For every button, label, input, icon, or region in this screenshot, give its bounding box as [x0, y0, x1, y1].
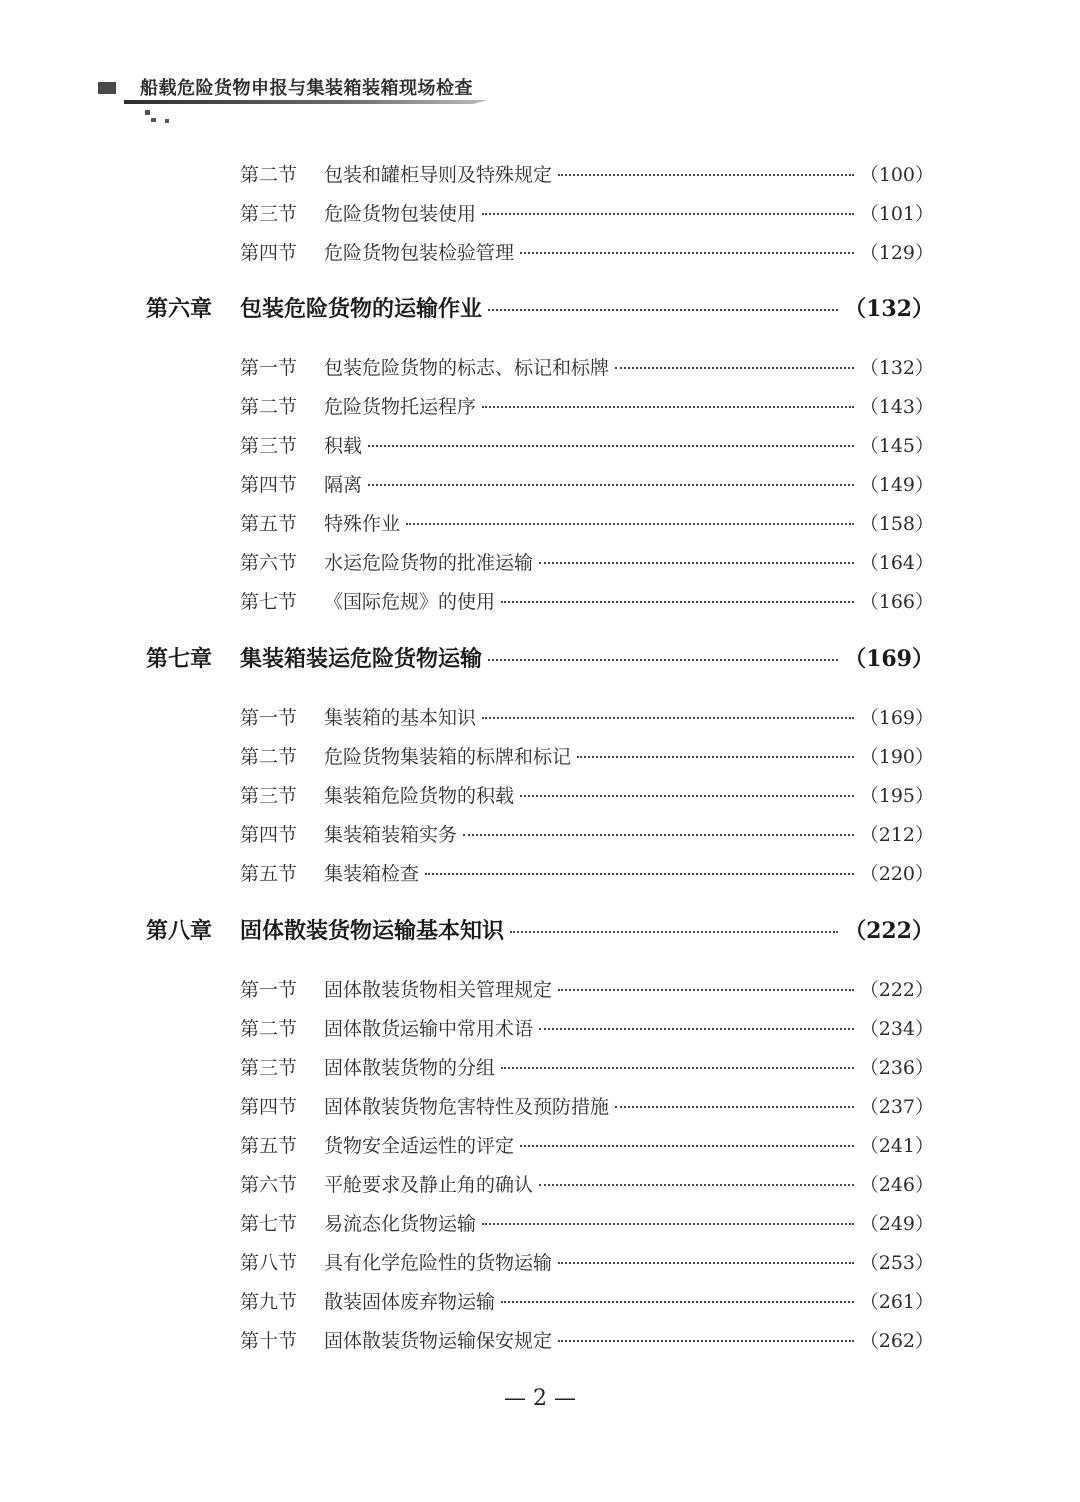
- dot-leader: [425, 872, 854, 875]
- toc-entry-label: 第五节: [240, 1135, 298, 1157]
- dot-leader: [520, 1144, 854, 1147]
- toc-entry-page-number: （253）: [859, 1252, 934, 1274]
- toc-entry-label: 第六节: [240, 552, 298, 574]
- toc-entry-page-number: （249）: [859, 1213, 934, 1235]
- toc-section-entry[interactable]: [240, 1326, 934, 1353]
- toc-section-entry[interactable]: [240, 199, 934, 226]
- toc-section-entry[interactable]: [240, 509, 934, 536]
- toc-entry-title: 固体散装货物运输基本知识: [240, 919, 505, 944]
- toc-entry-title: 隔离: [324, 474, 363, 496]
- toc-entry-title: 积载: [324, 435, 363, 457]
- toc-entry-title: 危险货物包装检验管理: [324, 242, 515, 264]
- toc-entry-title: 危险货物包装使用: [324, 203, 477, 225]
- toc-section-entry[interactable]: [240, 1014, 934, 1041]
- toc-entry-page-number: （222）: [844, 918, 934, 944]
- toc-entry-title: 集装箱装运危险货物运输: [240, 647, 483, 672]
- toc-entry-label: 第八章: [146, 919, 213, 944]
- toc-entry-label: 第五节: [240, 513, 298, 535]
- toc-entry-page-number: （220）: [859, 863, 934, 885]
- dot-leader: [501, 1066, 854, 1069]
- dot-leader: [501, 1300, 854, 1303]
- toc-entry-page-number: （158）: [859, 513, 934, 535]
- toc-entry-page-number: （149）: [859, 474, 934, 496]
- toc-entry-title: 包装和罐柜导则及特殊规定: [324, 164, 553, 186]
- running-title: 船载危险货物申报与集装箱装箱现场检查: [140, 78, 473, 99]
- toc-entry-label: 第一节: [240, 979, 298, 1001]
- toc-entry-label: 第三节: [240, 1057, 298, 1079]
- toc-entry-title: 包装危险货物的标志、标记和标牌: [324, 357, 610, 379]
- toc-entry-page-number: （143）: [859, 396, 934, 418]
- toc-section-entry[interactable]: [240, 392, 934, 419]
- toc-entry-label: 第三节: [240, 435, 298, 457]
- toc-section-entry[interactable]: [240, 1248, 934, 1275]
- header-square-mark: [98, 82, 116, 94]
- dot-leader: [482, 1222, 854, 1225]
- toc-entry-page-number: （101）: [859, 203, 934, 225]
- toc-section-entry[interactable]: [240, 1053, 934, 1080]
- toc-entry-title: 具有化学危险性的货物运输: [324, 1252, 553, 1274]
- dot-leader: [482, 212, 854, 215]
- toc-entry-page-number: （129）: [859, 242, 934, 264]
- toc-section-entry[interactable]: [240, 353, 934, 380]
- dot-leader: [368, 444, 854, 447]
- toc-entry-label: 第七节: [240, 591, 298, 613]
- dot-leader: [510, 930, 838, 933]
- toc-section-entry[interactable]: [240, 548, 934, 575]
- toc-section-entry[interactable]: [240, 470, 934, 497]
- header-rule: [124, 100, 488, 104]
- toc-entry-label: 第一节: [240, 707, 298, 729]
- dot-leader: [520, 794, 854, 797]
- toc-entry-label: 第二节: [240, 396, 298, 418]
- toc-entry-label: 第二节: [240, 746, 298, 768]
- dot-leader: [558, 1339, 854, 1342]
- toc-entry-title: 固体散装货物相关管理规定: [324, 979, 553, 1001]
- dot-leader: [558, 988, 854, 991]
- toc-entry-title: 包装危险货物的运输作业: [240, 297, 483, 322]
- toc-section-entry[interactable]: [240, 587, 934, 614]
- dot-leader: [539, 1183, 854, 1186]
- toc-section-entry[interactable]: [240, 238, 934, 265]
- toc-entry-title: 集装箱装箱实务: [324, 824, 458, 846]
- toc-entry-label: 第七章: [146, 647, 213, 672]
- toc-chapter-entry[interactable]: [146, 914, 934, 945]
- dot-leader: [539, 561, 854, 564]
- toc-entry-page-number: （166）: [859, 591, 934, 613]
- dot-leader: [577, 755, 854, 758]
- toc-entry-page-number: （195）: [859, 785, 934, 807]
- toc-section-entry[interactable]: [240, 1131, 934, 1158]
- toc-entry-title: 平舱要求及静止角的确认: [324, 1174, 534, 1196]
- toc-entry-page-number: （169）: [844, 646, 934, 672]
- toc-section-entry[interactable]: [240, 703, 934, 730]
- toc-entry-label: 第一节: [240, 357, 298, 379]
- toc-entry-title: 散装固体废弃物运输: [324, 1291, 496, 1313]
- toc-entry-page-number: （164）: [859, 552, 934, 574]
- dot-leader: [501, 600, 854, 603]
- dot-leader: [615, 366, 854, 369]
- dot-leader: [482, 716, 854, 719]
- toc-section-entry[interactable]: [240, 820, 934, 847]
- toc-entry-title: 固体散装货物的分组: [324, 1057, 496, 1079]
- toc-entry-title: 固体散装货物运输保安规定: [324, 1330, 553, 1352]
- toc-entry-title: 《国际危规》的使用: [324, 591, 496, 613]
- toc-entry-label: 第六节: [240, 1174, 298, 1196]
- toc-entry-page-number: （234）: [859, 1018, 934, 1040]
- toc-entry-label: 第八节: [240, 1252, 298, 1274]
- toc-entry-page-number: （145）: [859, 435, 934, 457]
- toc-entry-label: 第二节: [240, 1018, 298, 1040]
- toc-section-entry[interactable]: [240, 160, 934, 187]
- toc-entry-page-number: （212）: [859, 824, 934, 846]
- toc-entry-label: 第四节: [240, 242, 298, 264]
- toc-section-entry[interactable]: [240, 1287, 934, 1314]
- toc-entry-label: 第四节: [240, 474, 298, 496]
- toc-entry-label: 第十节: [240, 1330, 298, 1352]
- toc-entry-label: 第五节: [240, 863, 298, 885]
- toc-entry-title: 集装箱检查: [324, 863, 420, 885]
- toc-entry-title: 危险货物托运程序: [324, 396, 477, 418]
- toc-section-entry[interactable]: [240, 859, 934, 886]
- toc-entry-page-number: （246）: [859, 1174, 934, 1196]
- dot-leader: [482, 405, 854, 408]
- toc-entry-label: 第四节: [240, 824, 298, 846]
- toc-entry-page-number: （190）: [859, 746, 934, 768]
- toc-section-entry[interactable]: [240, 781, 934, 808]
- toc-entry-page-number: （236）: [859, 1057, 934, 1079]
- page-number: — 2 —: [504, 1386, 576, 1411]
- toc-entry-label: 第三节: [240, 785, 298, 807]
- dot-leader: [539, 1027, 854, 1030]
- toc-entry-label: 第四节: [240, 1096, 298, 1118]
- toc-entry-page-number: （169）: [859, 707, 934, 729]
- toc-entry-title: 货物安全适运性的评定: [324, 1135, 515, 1157]
- toc-entry-page-number: （261）: [859, 1291, 934, 1313]
- toc-chapter-entry[interactable]: [146, 642, 934, 673]
- toc-entry-title: 危险货物集装箱的标牌和标记: [324, 746, 572, 768]
- toc-section-entry[interactable]: [240, 431, 934, 458]
- toc-entry-label: 第九节: [240, 1291, 298, 1313]
- dot-leader: [488, 308, 838, 311]
- dot-leader: [558, 1261, 854, 1264]
- toc-section-entry[interactable]: [240, 1209, 934, 1236]
- toc-chapter-entry[interactable]: [146, 292, 934, 323]
- toc-entry-page-number: （241）: [859, 1135, 934, 1157]
- toc-entry-page-number: （262）: [859, 1330, 934, 1352]
- toc-entry-page-number: （237）: [859, 1096, 934, 1118]
- toc-entry-title: 固体散货运输中常用术语: [324, 1018, 534, 1040]
- toc-entry-title: 固体散装货物危害特性及预防措施: [324, 1096, 610, 1118]
- dot-leader: [406, 522, 854, 525]
- toc-entry-label: 第三节: [240, 203, 298, 225]
- toc-entry-title: 集装箱的基本知识: [324, 707, 477, 729]
- toc-entry-page-number: （100）: [859, 164, 934, 186]
- dot-leader: [520, 251, 854, 254]
- dot-leader: [558, 173, 854, 176]
- toc-section-entry[interactable]: [240, 1092, 934, 1119]
- toc-entry-title: 集装箱危险货物的积载: [324, 785, 515, 807]
- dot-leader: [368, 483, 854, 486]
- toc-section-entry[interactable]: [240, 975, 934, 1002]
- toc-entry-title: 易流态化货物运输: [324, 1213, 477, 1235]
- toc-entry-title: 特殊作业: [324, 513, 401, 535]
- dot-leader: [488, 658, 838, 661]
- running-header: [0, 0, 1080, 140]
- toc-entry-label: 第二节: [240, 164, 298, 186]
- header-dots-decoration: [145, 110, 185, 134]
- toc-entry-page-number: （132）: [859, 357, 934, 379]
- toc-entry-page-number: （222）: [859, 979, 934, 1001]
- toc-entry-page-number: （132）: [844, 296, 934, 322]
- toc-entry-label: 第六章: [146, 297, 213, 322]
- dot-leader: [463, 833, 854, 836]
- toc-entry-title: 水运危险货物的批准运输: [324, 552, 534, 574]
- toc-entry-label: 第七节: [240, 1213, 298, 1235]
- toc-section-entry[interactable]: [240, 742, 934, 769]
- toc-section-entry[interactable]: [240, 1170, 934, 1197]
- dot-leader: [615, 1105, 854, 1108]
